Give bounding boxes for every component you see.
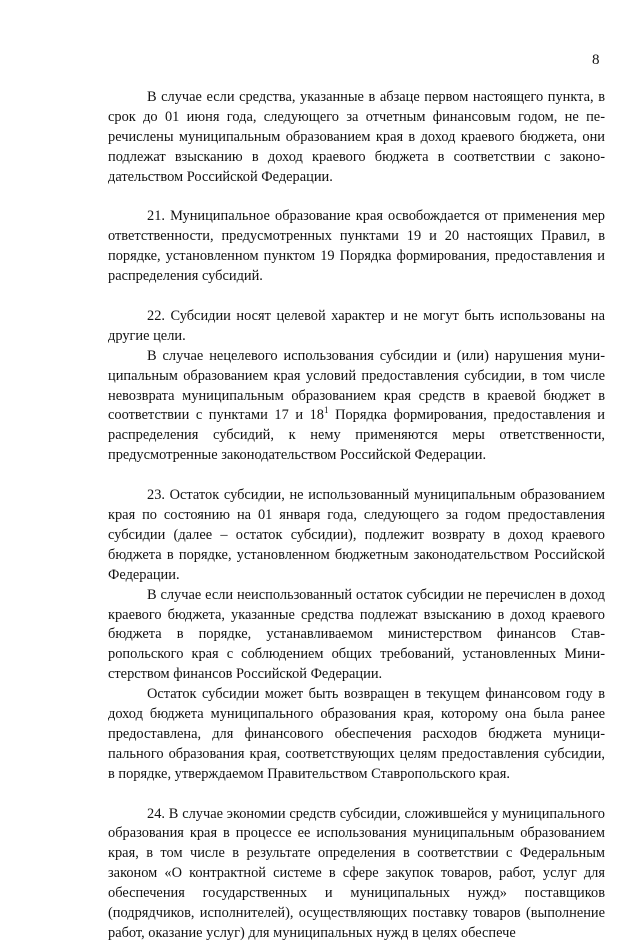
footnote-mark: 1 [324, 405, 329, 416]
paragraph-22-misuse [108, 347, 605, 466]
document-body [108, 88, 605, 944]
paragraph-21: 21. Муниципальное образование края освобождается от применения мер ответственности, предусмотренных пунктами 19 и 20 настоящих Правил, в порядке, установленном пунктом 19 Порядка формирования, предоставления и распределения субсидий. [108, 208, 605, 285]
paragraph-23-return: Остаток субсидии может быть возвращен в текущем финансовом году в доход бюджета муниципального образования края, которому она была ранее предоставлена, для финансового обеспечения расходов бюджета муниципального образования края, соответствующих целям предоставления субсидии, в порядке, утверждаемом Правительством Ставропольского края. [108, 686, 605, 782]
paragraph-24: 24. В случае экономии средств субсидии, сложившейся у муниципального образования края в процессе ее использования муниципальным образованием края, в том числе в результате определения в соответствии с Федеральным законом «О контрактной системе в сфере закупок товаров, работ, услуг для обеспечения государственных и муниципальных нужд» поставщиков (подрядчиков, исполнителей), осуществляющих поставку товаров (выполнение работ, оказание услуг) для муниципальных нужд в целях обеспече [108, 805, 605, 941]
paragraph-22-misuse-text: В случае нецелевого использования субсидии и (или) нарушения муниципальным образованием края условий предоставления субсидии, в том числе невозврата муниципальным образованием края средств в краевой бюджет в соответствии с пунктами 17 и 18 [108, 347, 605, 424]
paragraph-22-misuse-tail: Порядка формирования, предоставления и распределения субсидий, к нему применяются меры ответственности, предусмотренные законодательством Российской Федерации. [108, 407, 606, 464]
paragraph-20-continued: В случае если средства, указанные в абзаце первом настоящего пункта, в срок до 01 июня года, следующего за отчетным финансовым годом, не перечислены муниципальным образованием края в доход краевого бюджета, они подлежат взысканию в доход краевого бюджета в соответствии с законодательством Российской Федерации. [108, 89, 605, 185]
paragraph-23: 23. Остаток субсидии, не использованный муниципальным образованием края по состоянию на 01 января года, следующего за годом предоставления субсидии (далее – остаток субсидии), подлежит возврату в доход краевого бюджета в порядке, установленном бюджетным законодательством Российской Федерации. [108, 487, 605, 583]
paragraph-23-collection: В случае если неиспользованный остаток субсидии не перечислен в доход краевого бюджета, указанные средства подлежат взысканию в доход краевого бюджета в порядке, устанавливаемом министерством финансов Ставропольского края с соблюдением общих требований, установленных Министерством финансов Российской Федерации. [108, 586, 605, 683]
paragraph-22: 22. Субсидии носят целевой характер и не могут быть использованы на другие цели. [108, 307, 605, 344]
page-number: 8 [592, 52, 600, 68]
